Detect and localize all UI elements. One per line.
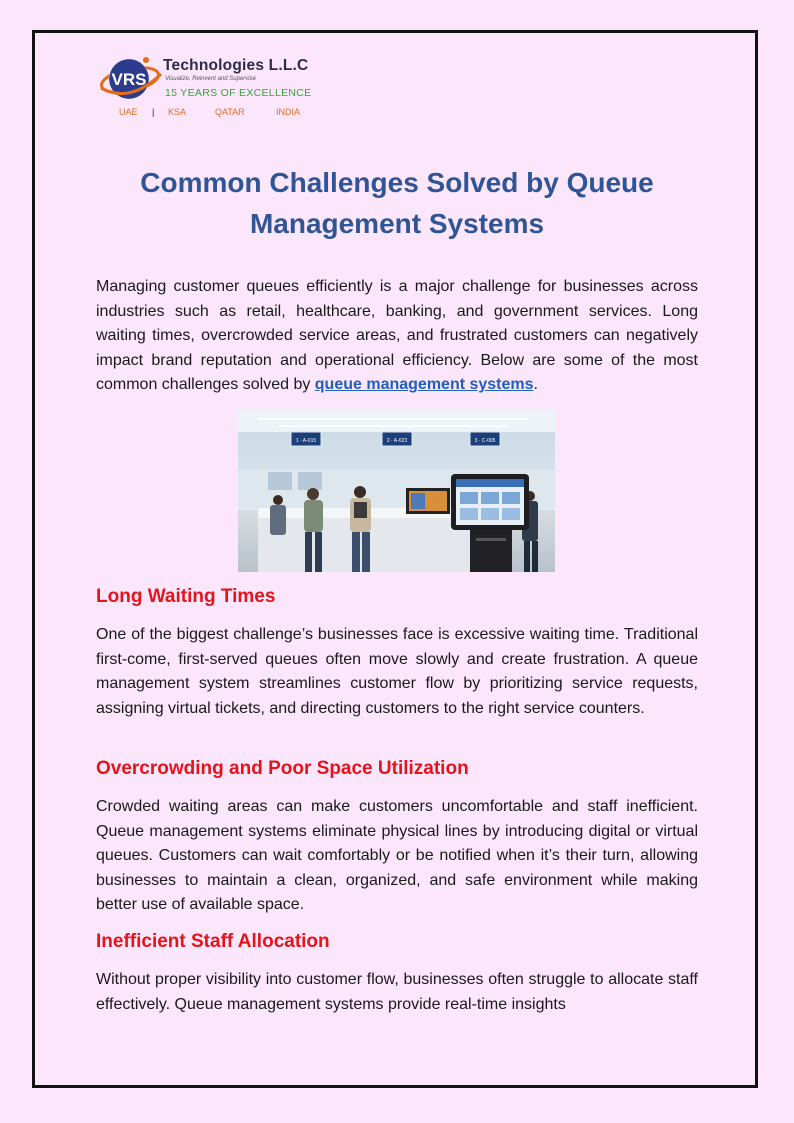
counter-display-3 [470, 432, 500, 446]
intro-text-end: . [533, 376, 538, 394]
queue-management-link[interactable]: queue management systems [314, 376, 534, 394]
intro-paragraph [96, 275, 698, 398]
region-qatar: QATAR [215, 107, 245, 117]
region-india: INDIA [276, 107, 301, 117]
company-logo [97, 52, 327, 122]
queue-office-image [238, 410, 555, 572]
paragraph-long-waiting-times: One of the biggest challenge’s businesses face is excessive waiting time. Traditional first-come, first-served queues often move slowly and create frustration. A queue management system streamlines customer flow by prioritizing service requests, assigning virtual tickets, and directing customers to the right service counters. [96, 626, 698, 717]
logo-tagline: Visualize, Reinvent and Supervise [165, 76, 256, 82]
heading-staff-allocation: Inefficient Staff Allocation [96, 931, 330, 952]
counter-display-1 [291, 432, 321, 446]
logo-badge-text: VRS [111, 70, 147, 89]
counter-display-2 [382, 432, 412, 446]
paragraph-overcrowding: Crowded waiting areas can make customers uncomfortable and staff inefficient. Queue management systems eliminate physical lines by introducing digital or virtual queues. Customers can wait comfortably or be notified when it’s their turn, allowing businesses to maintain a clean, organized, and safe environment while making better use of available space. [96, 798, 698, 914]
region-ksa: KSA [168, 107, 187, 117]
region-separator: | [152, 107, 155, 117]
paragraph-staff-allocation: Without proper visibility into customer flow, businesses often struggle to allocate staff effectively. Queue management systems provide real-time insights [96, 971, 698, 1013]
intro-text: Managing customer queues efficiently is a major challenge for businesses across industries such as retail, healthcare, banking, and government services. Long waiting times, overcrowded service areas, and frustrated customers can negatively impact brand reputation and operational efficiency. Below are some of the most common challenges solved by [96, 278, 698, 394]
counter-2-label: 2 · A-023 [386, 438, 408, 444]
vrs-globe-icon [97, 52, 167, 108]
page-title: Common Challenges Solved by Queue Management Systems [140, 167, 654, 239]
counter-3-label: 3 · C-005 [474, 438, 496, 444]
logo-company-name: Technologies L.L.C [163, 57, 309, 74]
region-uae: UAE [119, 107, 138, 117]
counter-1-label: 1 · A-015 [295, 438, 317, 444]
heading-overcrowding: Overcrowding and Poor Space Utilization [96, 758, 469, 779]
heading-long-waiting-times: Long Waiting Times [96, 586, 276, 607]
logo-years-excellence: 15 YEARS OF EXCELLENCE [165, 87, 312, 99]
